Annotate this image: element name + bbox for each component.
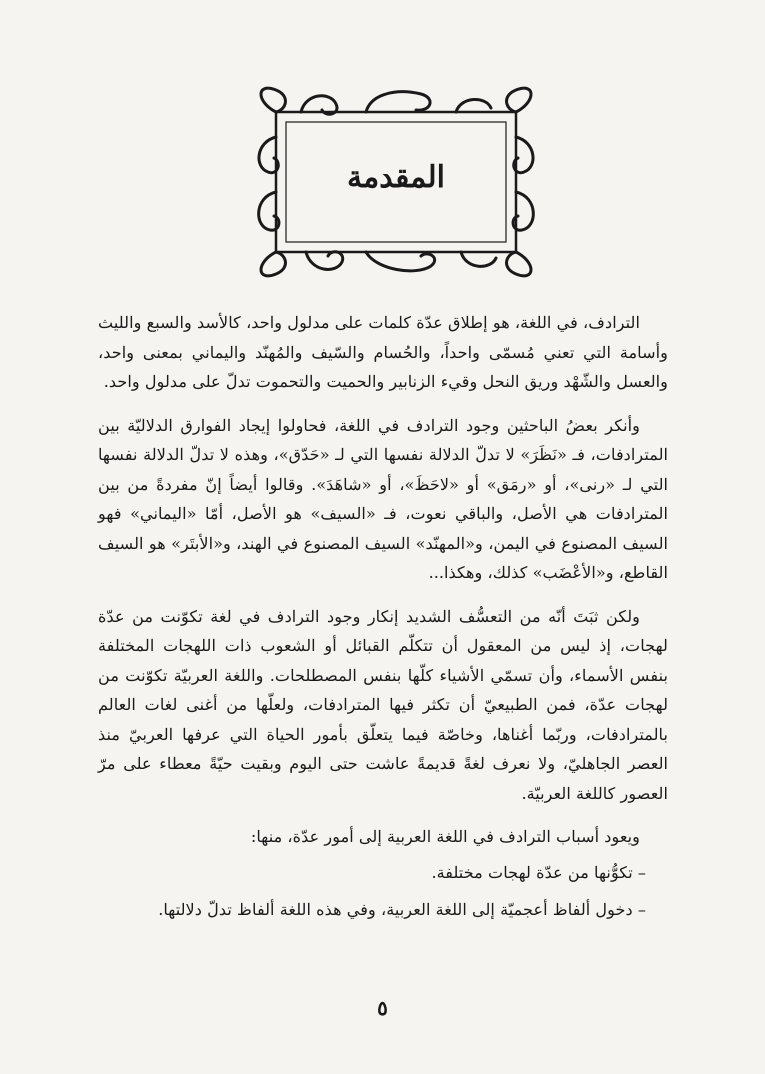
reason-item: – تكوُّنها من عدّة لهجات مختلفة. — [431, 862, 646, 882]
paragraph: وأنكر بعضُ الباحثين وجود الترادف في اللغة، فحاولوا إيجاد الفوارق الدلاليّة بين المترادفات، فـ «نَظَرَ» لا تدلّ الدلالة نفسها التي لـ «حَدّق»، وهذه لا تدلّ الدلالة نفسها التي لـ «رنى»، أو «رمَق» أو «لاحَظَ»، أو «شاهَدَ». وقالوا أيضاً إنّ مفردةً من بين المترادفات هي الأصل، والباقي نعوت، فـ «السيف» هو الأصل، أمّا «اليماني» فهو السيف المصنوع في اليمن، و«المهنّد» السيف المصنوع في الهند، و«الأبتَر» هو السيف القاطع، و«الأعْضَب» كذلك، وهكذا... — [98, 415, 668, 582]
page-title: المقدمة — [347, 160, 445, 195]
body-text — [98, 308, 668, 933]
reason-item: – دخول ألفاظ أعجميّة إلى اللغة العربية، وفي هذه اللغة ألفاظ تدلّ دلالتها. — [158, 900, 646, 919]
reasons-intro: ويعود أسباب الترادف في اللغة العربية إلى أمور عدّة، منها: — [250, 827, 640, 846]
page-number: ٥ — [377, 996, 388, 1020]
paragraph: الترادف، في اللغة، هو إطلاق عدّة كلمات على مدلول واحد، كالأسد والسبع والليث وأسامة التي تعني مُسمّى واحداً، والحُسام والسّيف والمُهنّد واليماني بمعنى واحد، والعسل والشّهْد وريق النحل وقيء الزنابير والحميت والتحموت تدلّ على مدلول واحد. — [98, 313, 668, 391]
paragraph: ولكن ثبَتَ أنّه من التعسُّف الشديد إنكار وجود الترادف في لغة تكوّنت من عدّة لهجات، إذ ليس من المعقول أن تتكلّم القبائل أو الشعوب ذات اللهجات المختلفة بنفس الأسماء، وأن تسمّي الأشياء كلّها بنفس المصطلحات. واللغة العربيّة تكوّنت من لهجات عدّة، فمن الطبيعيّ أن تكثر فيها المترادفات، ولعلّها من أغنى لغات العالم بالمترادفات، وربّما أغناها، وخاصّة فيما يتعلّق بأمور الحياة التي عرفها العربيّ منذ العصر الجاهليّ، ولا نعرف لغةً قديمةً عاشت حتى اليوم وبقيت حيّةً معطاء على مرّ العصور كاللغة العربيّة. — [98, 606, 668, 803]
